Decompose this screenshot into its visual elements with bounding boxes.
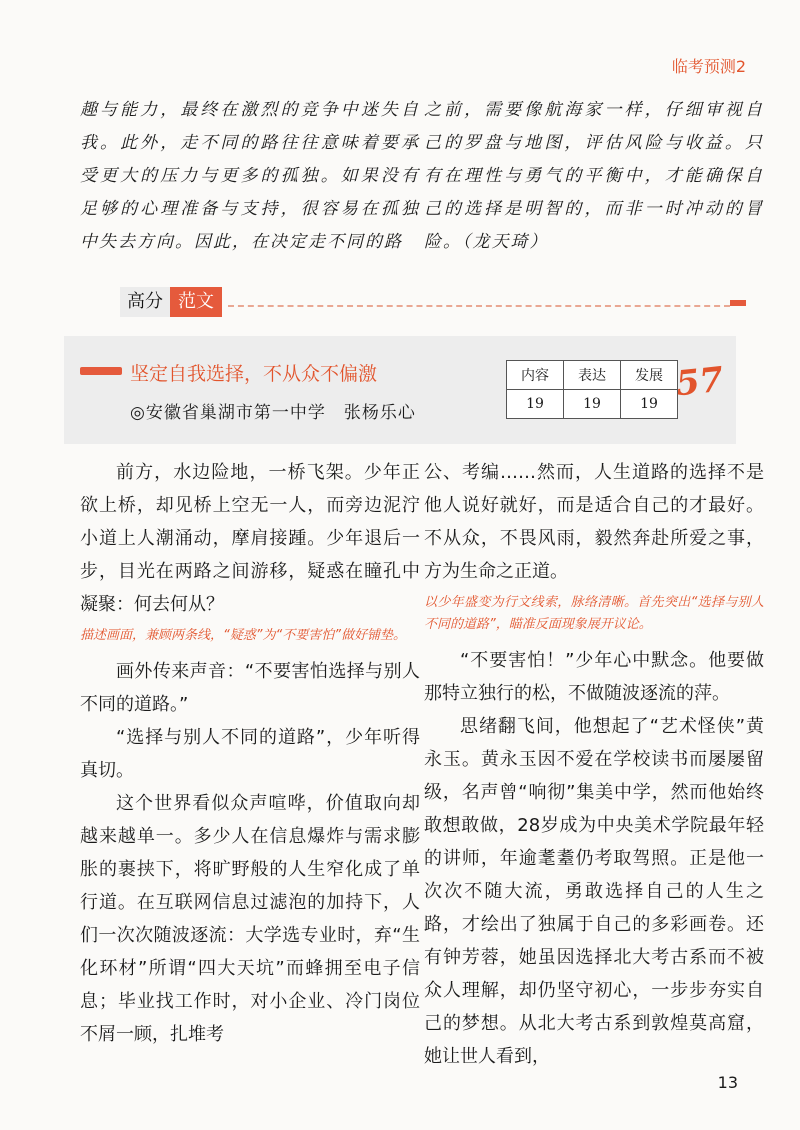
- score-header: 表达: [564, 361, 621, 390]
- essay-paragraph: 公、考编……然而，人生道路的选择不是他人说好就好，而是适合自己的才最好。不从众，不畏风雨，毅然奔赴所爱之事，方为生命之正道。: [424, 462, 764, 582]
- score-value: 19: [621, 390, 678, 419]
- section-header-label: 临考预测2: [671, 57, 746, 76]
- essay-paragraph: 画外传来声音：“不要害怕选择与别人不同的道路。”: [80, 661, 420, 715]
- section-badge-label-b: 范文: [170, 287, 222, 317]
- margin-comment: 描述画面，兼顾两条线，“疑惑”为“不要害怕”做好铺垫。: [80, 628, 406, 643]
- section-badge-label-a: 高分: [120, 287, 170, 317]
- score-table: [506, 360, 678, 419]
- page-number: 13: [717, 1073, 738, 1092]
- margin-comment: 以少年盛变为行文线索，脉络清晰。首先突出“选择与别人不同的道路”，瞄准反面现象展开议论。: [424, 595, 764, 632]
- section-divider-end: [730, 300, 746, 306]
- essay-author: ◎安徽省巢湖市第一中学 张杨乐心: [130, 403, 416, 423]
- score-header: 内容: [507, 361, 564, 390]
- top-left-paragraph: 趣与能力，最终在激烈的竞争中迷失自我。此外，走不同的路往往意味着要承受更大的压力与更多的孤独。如果没有足够的心理准备与支持，很容易在孤独中失去方向。因此，在决定走不同的路: [80, 100, 420, 252]
- essay-paragraph: 思绪翻飞间，他想起了“艺术怪侠”黄永玉。黄永玉因不爱在学校读书而屡屡留级，名声曾“响彻”集美中学，然而他始终敢想敢做，28岁成为中央美术学院最年轻的讲师，年逾耄耋仍考取驾照。正是他一次次不随大流，勇敢选择自己的人生之路，才绘出了独属于自己的多彩画卷。还有钟芳蓉，她虽因选择北大考古系而不被众人理解，却仍坚守初心，一步步夯实自己的梦想。从北大考古系到敦煌莫高窟，她让世人看到，: [424, 716, 764, 1067]
- essay-paragraph: “不要害怕！”少年心中默念。他要做那特立独行的松，不做随波逐流的萍。: [424, 650, 764, 704]
- score-value: 19: [564, 390, 621, 419]
- section-badge: [120, 287, 222, 317]
- essay-paragraph: 这个世界看似众声喧哗，价值取向却越来越单一。多少人在信息爆炸与需求膨胀的裹挟下，将旷野般的人生窄化成了单行道。在互联网信息过滤泡的加持下，人们一次次随波逐流：大学选专业时，弃“生化环材”所谓“四大天坑”而蜂拥至电子信息；毕业找工作时，对小企业、冷门岗位不屑一顾，扎堆考: [80, 793, 420, 1045]
- section-divider: [228, 305, 730, 307]
- essay-paragraph: 前方，水边险地，一桥飞架。少年正欲上桥，却见桥上空无一人，而旁边泥泞小道上人潮涌动，摩肩接踵。少年退后一步，目光在两路之间游移，疑惑在瞳孔中凝聚：何去何从？: [80, 462, 420, 615]
- essay-right-column: [424, 456, 764, 1073]
- essay-left-column: [80, 456, 420, 1051]
- score-table-value-row: [507, 390, 678, 419]
- score-value: 19: [507, 390, 564, 419]
- top-right-paragraph: 之前，需要像航海家一样，仔细审视自己的罗盘与地图，评估风险与收益。只有在理性与勇气的平衡中，才能确保自己的选择是明智的，而非一时冲动的冒险。（龙天琦）: [424, 100, 764, 252]
- score-header: 发展: [621, 361, 678, 390]
- essay-paragraph: “选择与别人不同的道路”，少年听得真切。: [80, 727, 420, 781]
- score-table-header-row: [507, 361, 678, 390]
- essay-title: 坚定自我选择，不从众不偏激: [130, 363, 378, 385]
- title-accent-stripe: [80, 367, 122, 375]
- total-score: 57: [674, 359, 726, 405]
